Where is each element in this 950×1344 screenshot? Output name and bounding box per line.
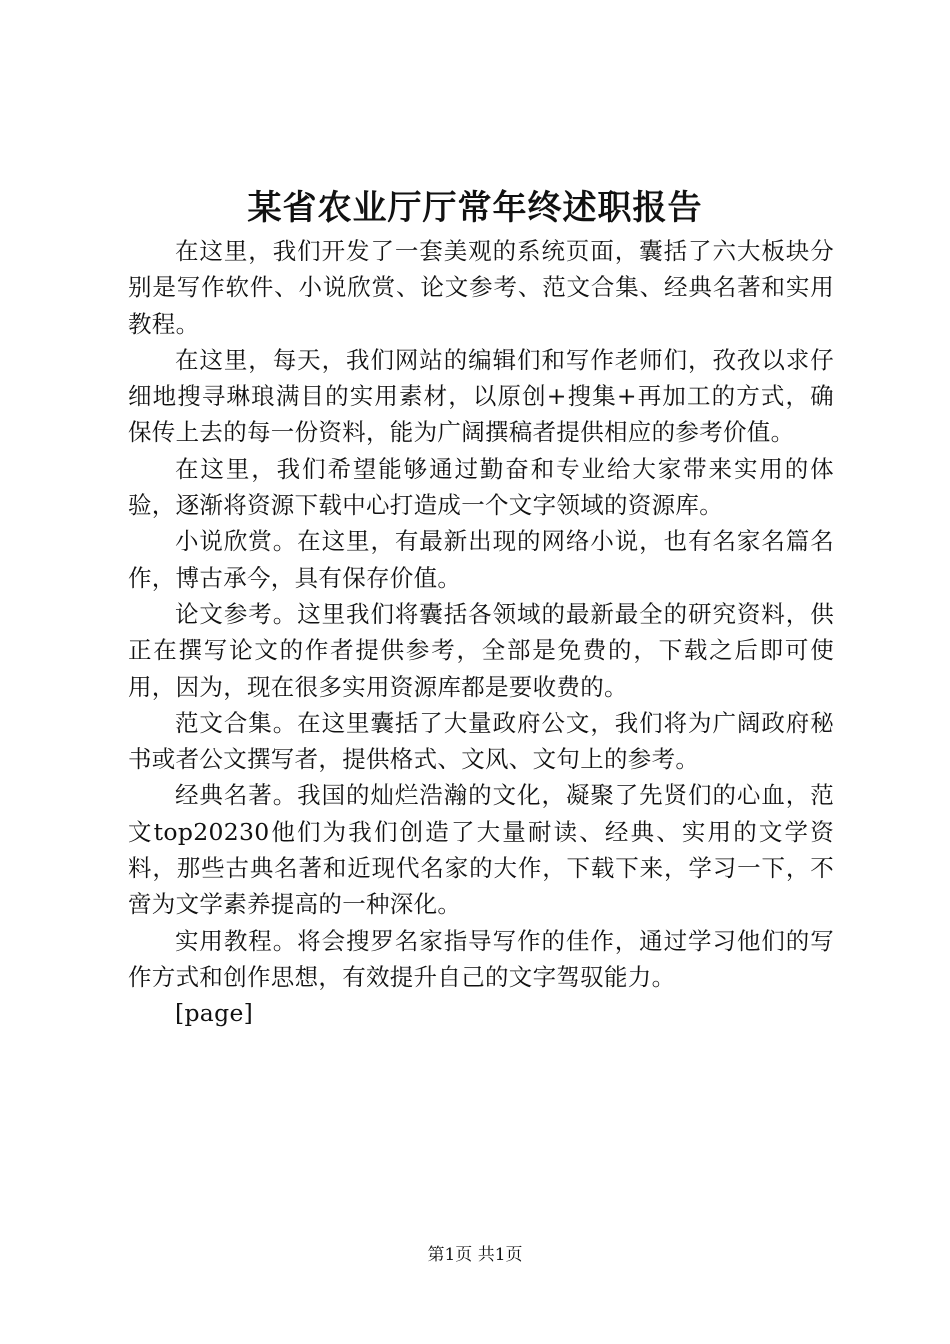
- paragraph-tutorials: 实用教程。将会搜罗名家指导写作的佳作，通过学习他们的写作方式和创作思想，有效提升自己的文字驾驭能力。: [128, 926, 834, 991]
- paragraph-editors: 在这里，每天，我们网站的编辑们和写作老师们，孜孜以求仔细地搜寻琳琅满目的实用素材，以原创+搜集+再加工的方式，确保传上去的每一份资料，能为广阔撰稿者提供相应的参考价值。: [128, 345, 834, 447]
- document-title: 某省农业厅厅常年终述职报告: [247, 188, 703, 228]
- page-footer: 第1页 共1页: [427, 1245, 523, 1265]
- paragraph-novels: 小说欣赏。在这里，有最新出现的网络小说，也有名家名篇名作，博古承今，具有保存价值。: [128, 527, 834, 592]
- paragraph-papers: 论文参考。这里我们将囊括各领域的最新最全的研究资料，供正在撰写论文的作者提供参考，全部是免费的，下载之后即可使用，因为，现在很多实用资源库都是要收费的。: [128, 599, 834, 701]
- document-body: [128, 233, 834, 1032]
- paragraph-goal: 在这里，我们希望能够通过勤奋和专业给大家带来实用的体验，逐渐将资源下载中心打造成一个文字领域的资源库。: [128, 454, 834, 520]
- page-marker: [page]: [175, 999, 254, 1028]
- paragraph-intro: 在这里，我们开发了一套美观的系统页面，囊括了六大板块分别是写作软件、小说欣赏、论文参考、范文合集、经典名著和实用教程。: [128, 237, 834, 338]
- paragraph-classics: 经典名著。我国的灿烂浩瀚的文化，凝聚了先贤们的心血，范文top20230他们为我们创造了大量耐读、经典、实用的文学资料，那些古典名著和近现代名家的大作，下载下来，学习一下，不啻为文学素养提高的一种深化。: [128, 781, 834, 919]
- paragraph-samples: 范文合集。在这里囊括了大量政府公文，我们将为广阔政府秘书或者公文撰写者，提供格式、文风、文句上的参考。: [128, 708, 834, 774]
